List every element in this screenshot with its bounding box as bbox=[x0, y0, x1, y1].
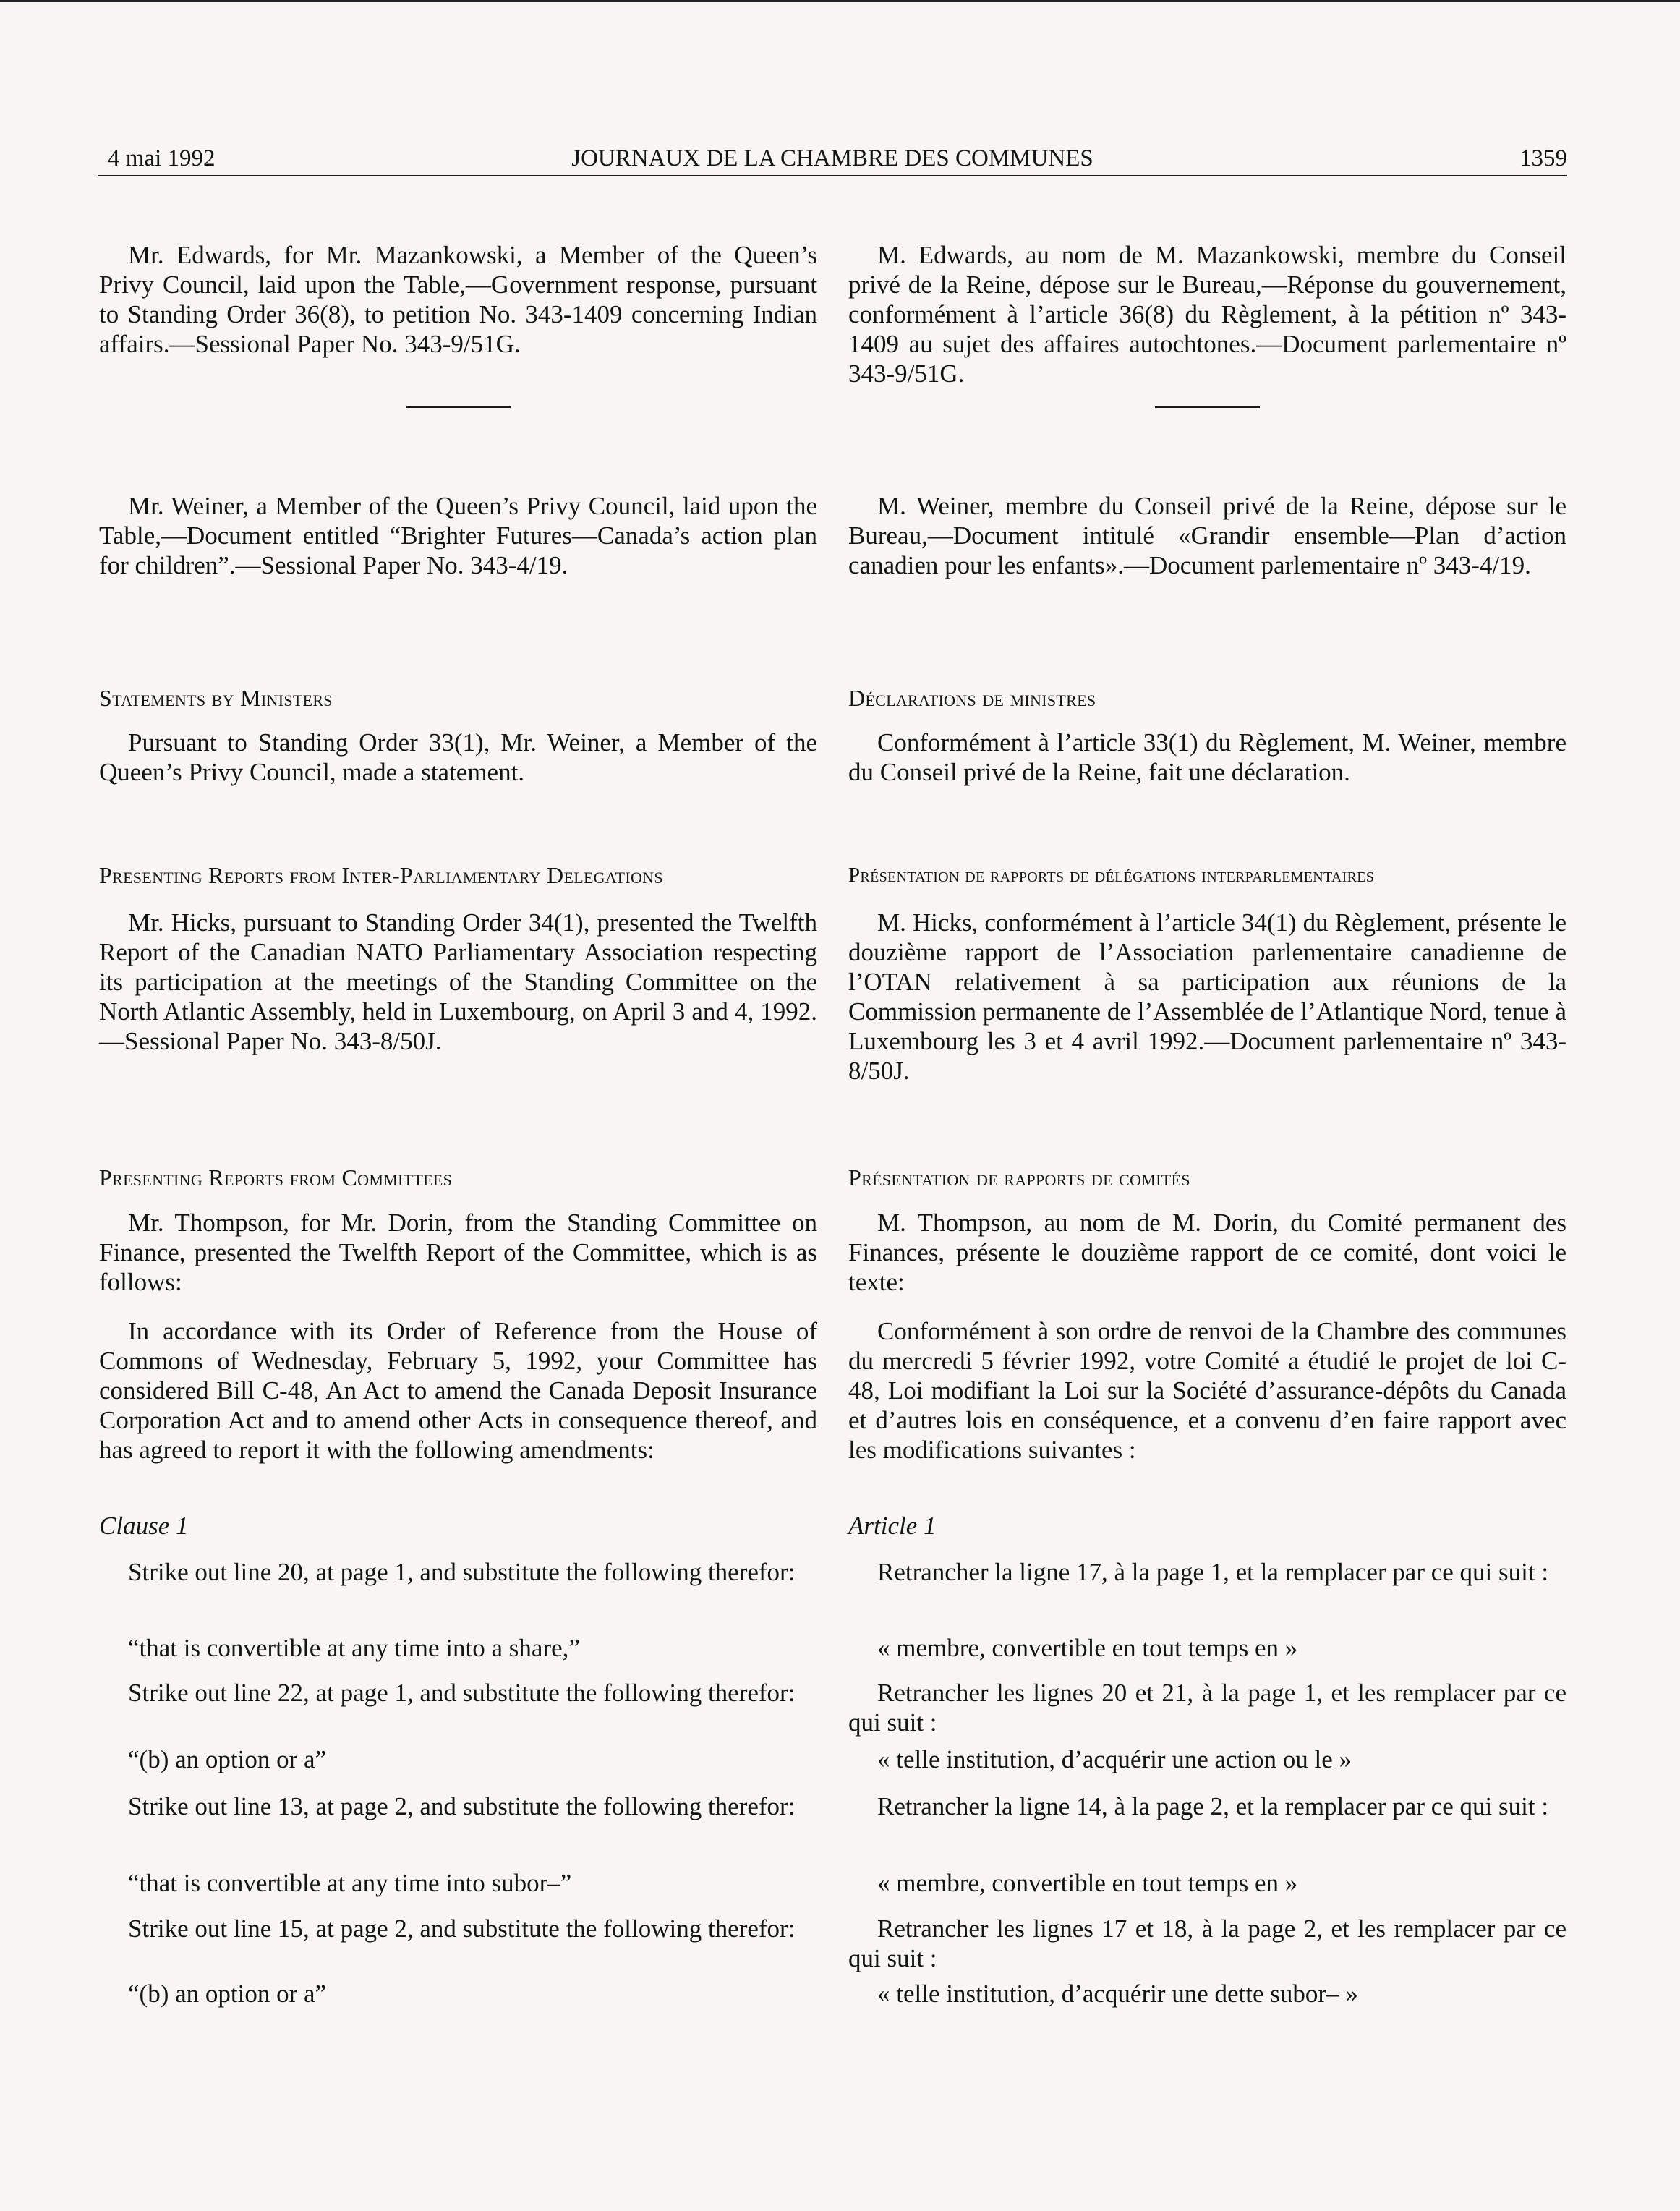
page-top-border bbox=[0, 0, 1680, 2]
paragraph-reference-en: In accordance with its Order of Reference from the House of Commons of Wednesday, February 5, 1992, your Committee has considered Bill C-48, An Act to amend the Canada Deposit Insurance Corporation Act and to amend other Acts in consequence thereof, and has agreed to report it with the following amendments: bbox=[99, 1317, 817, 1464]
heading-delegations-en: Presenting Reports from Inter-Parliamentary Delegations bbox=[99, 862, 663, 888]
amendment-3-fr: Retrancher la ligne 14, à la page 2, et la remplacer par ce qui suit : bbox=[877, 1792, 1549, 1820]
paragraph-weiner-en: Mr. Weiner, a Member of the Queen’s Privy Council, laid upon the Table,—Document entitled “Brighter Futures—Canada’s action plan for children”.—Sessional Paper No. 343-4/19. bbox=[99, 492, 817, 579]
paragraph-weiner-fr: M. Weiner, membre du Conseil privé de la Reine, dépose sur le Bureau,—Document intitulé «Grandir ensemble—Plan d’action canadien pour les enfants».—Document parlementaire nº 343-4/19. bbox=[848, 492, 1566, 579]
heading-statements-fr: Déclarations de ministres bbox=[848, 685, 1096, 711]
clause-heading-en: Clause 1 bbox=[99, 1512, 189, 1540]
quote-1-en: “that is convertible at any time into a share,” bbox=[128, 1634, 580, 1662]
paragraph-statement-en: Pursuant to Standing Order 33(1), Mr. Weiner, a Member of the Queen’s Privy Council, made a statement. bbox=[99, 728, 817, 786]
amendment-2-fr: Retrancher les lignes 20 et 21, à la page 1, et les remplacer par ce qui suit : bbox=[848, 1679, 1566, 1737]
amendment-1-en: Strike out line 20, at page 1, and substitute the following therefor: bbox=[128, 1558, 796, 1586]
amendment-3-en: Strike out line 13, at page 2, and substitute the following therefor: bbox=[128, 1792, 796, 1820]
clause-heading-fr: Article 1 bbox=[848, 1512, 937, 1540]
heading-committees-en: Presenting Reports from Committees bbox=[99, 1164, 453, 1190]
amendment-4-en: Strike out line 15, at page 2, and substitute the following therefor: bbox=[128, 1914, 796, 1943]
paragraph-thompson-en: Mr. Thompson, for Mr. Dorin, from the Standing Committee on Finance, presented the Twelfth Report of the Committee, which is as follows: bbox=[99, 1209, 817, 1296]
paragraph-reference-fr: Conformément à son ordre de renvoi de la Chambre des communes du mercredi 5 février 1992, votre Comité a étudié le projet de loi C-48, Loi modifiant la Loi sur la Société d’assurance-dépôts du Canada et d’autres lois en conséquence, et a convenu d’en faire rapport avec les modifications suivantes : bbox=[848, 1317, 1566, 1464]
amendment-1-fr: Retrancher la ligne 17, à la page 1, et la remplacer par ce qui suit : bbox=[877, 1558, 1549, 1586]
paragraph-edwards-en: Mr. Edwards, for Mr. Mazankowski, a Member of the Queen’s Privy Council, laid upon the Table,—Government response, pursuant to Standing Order 36(8), to petition No. 343-1409 concerning Indian affairs.—Sessional Paper No. 343-9/51G. bbox=[99, 241, 817, 358]
quote-3-fr: « membre, convertible en tout temps en » bbox=[877, 1869, 1298, 1897]
paragraph-edwards-fr: M. Edwards, au nom de M. Mazankowski, membre du Conseil privé de la Reine, dépose sur le Bureau,—Réponse du gouvernement, conformément à l’article 36(8) du Règlement, à la pétition nº 343-1409 au sujet des affaires autochtones.—Document parlementaire nº 343-9/51G. bbox=[848, 241, 1566, 388]
section-divider bbox=[1155, 406, 1260, 408]
quote-1-fr: « membre, convertible en tout temps en » bbox=[877, 1634, 1298, 1662]
running-header bbox=[98, 142, 1567, 176]
paragraph-statement-fr: Conformément à l’article 33(1) du Règlement, M. Weiner, membre du Conseil privé de la Reine, fait une déclaration. bbox=[848, 728, 1566, 786]
header-date: 4 mai 1992 bbox=[108, 145, 216, 171]
heading-delegations-fr: Présentation de rapports de délégations interparlementaires bbox=[848, 864, 1375, 887]
quote-2-fr: « telle institution, d’acquérir une action ou le » bbox=[877, 1745, 1352, 1773]
quote-4-en: “(b) an option or a” bbox=[128, 1980, 327, 2008]
paragraph-thompson-fr: M. Thompson, au nom de M. Dorin, du Comité permanent des Finances, présente le douzième rapport de ce comité, dont voici le texte: bbox=[848, 1209, 1566, 1296]
amendment-2-en: Strike out line 22, at page 1, and substitute the following therefor: bbox=[128, 1679, 796, 1707]
paragraph-hicks-en: Mr. Hicks, pursuant to Standing Order 34(1), presented the Twelfth Report of the Canadian NATO Parliamentary Association respecting its participation at the meetings of the Standing Committee on the North Atlantic Assembly, held in Luxembourg, on April 3 and 4, 1992.—Sessional Paper No. 343-8/50J. bbox=[99, 908, 817, 1055]
header-title: JOURNAUX DE LA CHAMBRE DES COMMUNES bbox=[571, 145, 1093, 171]
page-number: 1359 bbox=[1519, 145, 1567, 171]
heading-statements-en: Statements by Ministers bbox=[99, 685, 333, 711]
paragraph-hicks-fr: M. Hicks, conformément à l’article 34(1) du Règlement, présente le douzième rapport de l’Association parlementaire canadienne de l’OTAN relativement à sa participation aux réunions de la Commission permanente de l’Assemblée de l’Atlantique Nord, tenue à Luxembourg les 3 et 4 avril 1992.—Document parlementaire nº 343-8/50J. bbox=[848, 908, 1566, 1085]
quote-3-en: “that is convertible at any time into subor–” bbox=[128, 1869, 572, 1897]
amendment-4-fr: Retrancher les lignes 17 et 18, à la page 2, et les remplacer par ce qui suit : bbox=[848, 1914, 1566, 1972]
quote-2-en: “(b) an option or a” bbox=[128, 1745, 327, 1773]
heading-committees-fr: Présentation de rapports de comités bbox=[848, 1164, 1190, 1190]
section-divider bbox=[406, 406, 511, 408]
quote-4-fr: « telle institution, d’acquérir une dette subor– » bbox=[877, 1980, 1358, 2008]
